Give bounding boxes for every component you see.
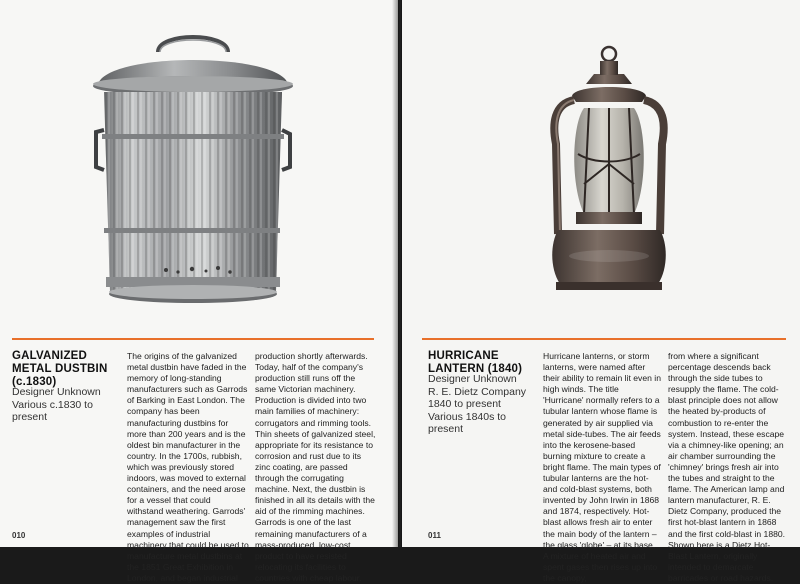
- item-title: GALVANIZED METAL DUSTBIN (c.1830): [12, 350, 108, 388]
- body-text-column-2: production shortly afterwards. Today, half of the company's production still runs off the same Victorian machinery. Production is divided into two main families of machinery: corrugators and rimming tools. Thin sheets of galvanized steel, appropriate for its resistance to corrosion and rust due to its zinc coating, are passed through the corrugating machine. Next, the dustbin is finished in all its details with the aid of the rimming machines. Garrods is one of the last remaining manufacturers of a mass-produced, low-cost product to have resisted relocating its facilities to countries with cheap labour.: [255, 351, 376, 583]
- accent-rule: [422, 338, 786, 340]
- dates-label-variants: Various 1840s to present: [428, 410, 507, 435]
- body-text-column-2: from where a significant percentage descends back through the side tubes to resupply the flame. The cold-blast principle does not allow the heated by-products of combustion to re-enter the system. Instead, these escape via a chimney-like opening; an air chamber surrounding the 'chimney' brings fresh air into the tubes and straight to the flame. The American lamp and lantern manufacturer, R. E. Dietz Company, produced the first hot-blast lantern in 1868 and the first cold-blast in 1880. Shown here is a Dietz Hot-Blast Lantern, originally intended to demarcate barricades or road hazards.: [668, 351, 786, 583]
- left-page: [0, 0, 398, 583]
- item-meta: [428, 373, 540, 436]
- item-meta: [12, 386, 124, 424]
- page-number: 010: [12, 531, 26, 540]
- body-text-column-1: Hurricane lanterns, or storm lanterns, were named after their ability to remain lit even in high winds. The title 'Hurricane' normally refers to a tubular lantern whose flame is generated by air supplied via metal side-tubes. The air feeds into the kerosene-based burning mixture to create a bright flame. The main types of tubular lanterns are the hot- and cold-blast systems, both invented by John Irwin in 1868 and 1874, respectively. Hot-blast allows fresh air to enter the main body of the lantern – the glass 'globe' – at its base. A mixture of heated air and spent gases then rises up into the canopy,: [543, 351, 661, 583]
- dustbin-illustration: [88, 22, 298, 322]
- item-title: HURRICANE LANTERN (1840): [428, 350, 523, 375]
- lantern-illustration: [544, 44, 674, 304]
- company-label: R. E. Dietz Company: [428, 385, 527, 398]
- designer-label: Designer Unknown: [12, 386, 101, 398]
- accent-rule: [12, 338, 374, 340]
- right-page: [402, 0, 800, 583]
- page-number: 011: [428, 531, 441, 540]
- dates-label: Various c.1830 to present: [12, 398, 93, 423]
- body-text-column-1: The origins of the galvanized metal dustbin have faded in the memory of long-standing manufacturers such as Garrods of Barking in East London. The company has been manufacturing dustbins for more than 200 years and is the oldest bin manufacturer in the country. In the 1700s, rubbish, which was previously stored indoors, was moved to external containers, and the need arose for a vessel that could withstand weathering. Garrods' management saw the first examples of industrial machinery that could be used to manufacture metal dustbins at the 1851 Great Exhibition in London, and began industrial: [127, 351, 249, 583]
- dates-label: 1840 to present: [428, 398, 501, 410]
- designer-label: Designer Unknown: [428, 373, 517, 385]
